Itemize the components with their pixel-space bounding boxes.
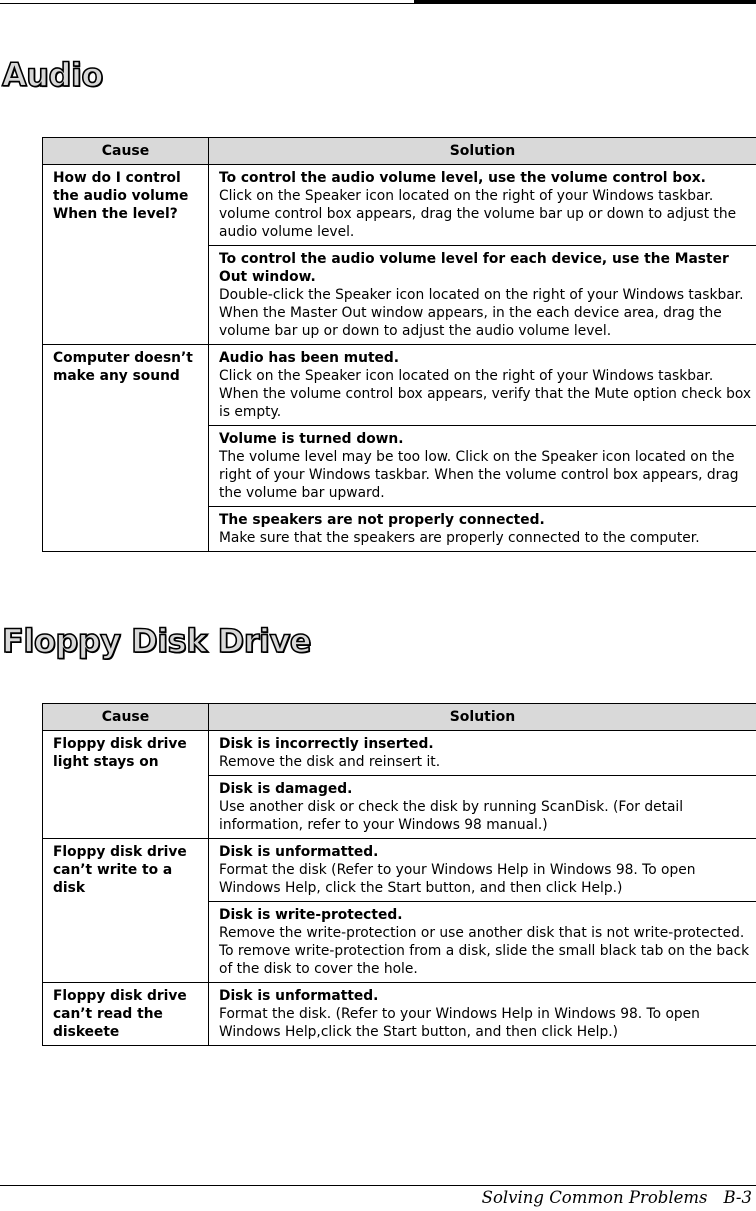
page-number: B-3 — [723, 1188, 752, 1207]
solution-cell — [209, 507, 756, 552]
solution-cell — [209, 731, 756, 776]
table-row — [43, 839, 756, 902]
solution-heading: To control the audio volume level, use the volume control box. — [219, 170, 706, 186]
table-header-row — [43, 704, 756, 731]
cause-column-header: Cause — [43, 704, 209, 731]
cause-cell: Computer doesn’t make any sound — [43, 345, 209, 552]
table-header-row — [43, 138, 756, 165]
cause-cell: Floppy disk drive can’t read the diskeete — [43, 983, 209, 1046]
solution-text: Format the disk. (Refer to your Windows Help in Windows 98. To open Windows Help,click the Start button, and then click Help.) — [219, 1006, 700, 1040]
solution-heading: Audio has been muted. — [219, 350, 400, 366]
solution-text: Remove the write-protection or use another disk that is not write-protected. To remove write-protection from a disk, slide the small black tab on the back of the disk to cover the hole. — [219, 925, 750, 977]
audio-section-title: Audio — [2, 56, 103, 94]
solution-text: Use another disk or check the disk by running ScanDisk. (For detail information, refer to your Windows 98 manual.) — [219, 799, 684, 833]
solution-heading: Disk is write-protected. — [219, 907, 403, 923]
solution-text: Double-click the Speaker icon located on the right of your Windows taskbar. When the Master Out window appears, in the each device area, drag the volume bar up or down to adjust the audio volume level. — [219, 287, 744, 339]
solution-cell — [209, 983, 756, 1046]
header-rule-thin — [0, 3, 414, 4]
table-row — [43, 731, 756, 776]
solution-cell — [209, 426, 756, 507]
solution-heading: Disk is unformatted. — [219, 844, 379, 860]
cause-cell: How do I control the audio volume When the level? — [43, 165, 209, 345]
solution-column-header: Solution — [209, 704, 756, 731]
header-rule-thick — [414, 0, 756, 4]
cause-cell: Floppy disk drive can’t write to a disk — [43, 839, 209, 983]
table-row — [43, 983, 756, 1046]
solution-text: Click on the Speaker icon located on the right of your Windows taskbar. When the volume control box appears, verify that the Mute option check box is empty. — [219, 368, 752, 420]
solution-text: Make sure that the speakers are properly connected to the computer. — [219, 530, 700, 546]
solution-column-header: Solution — [209, 138, 756, 165]
solution-heading: Disk is unformatted. — [219, 988, 379, 1004]
solution-heading: To control the audio volume level for each device, use the Master Out window. — [219, 251, 729, 285]
solution-text: Click on the Speaker icon located on the right of your Windows taskbar. volume control box appears, drag the volume bar up or down to adjust the audio volume level. — [219, 188, 737, 240]
footer-rule — [0, 1185, 756, 1186]
footer-section-name: Solving Common Problems — [481, 1188, 708, 1207]
cause-column-header: Cause — [43, 138, 209, 165]
solution-cell — [209, 165, 756, 246]
solution-text: Remove the disk and reinsert it. — [219, 754, 441, 770]
floppy-section-title: Floppy Disk Drive — [2, 622, 311, 660]
table-row — [43, 165, 756, 246]
solution-heading: Disk is damaged. — [219, 781, 353, 797]
audio-troubleshooting-table — [42, 137, 756, 552]
floppy-troubleshooting-table — [42, 703, 756, 1046]
solution-text: The volume level may be too low. Click on the Speaker icon located on the right of your Windows taskbar. When the volume control box appears, drag the volume bar upward. — [219, 449, 739, 501]
solution-heading: Disk is incorrectly inserted. — [219, 736, 434, 752]
solution-text: Format the disk (Refer to your Windows Help in Windows 98. To open Windows Help, click the Start button, and then click Help.) — [219, 862, 696, 896]
solution-cell — [209, 902, 756, 983]
solution-heading: Volume is turned down. — [219, 431, 404, 447]
solution-cell — [209, 776, 756, 839]
solution-cell — [209, 246, 756, 345]
solution-heading: The speakers are not properly connected. — [219, 512, 545, 528]
solution-cell — [209, 345, 756, 426]
page-footer — [482, 1188, 752, 1207]
solution-cell — [209, 839, 756, 902]
table-row — [43, 345, 756, 426]
cause-cell: Floppy disk drive light stays on — [43, 731, 209, 839]
